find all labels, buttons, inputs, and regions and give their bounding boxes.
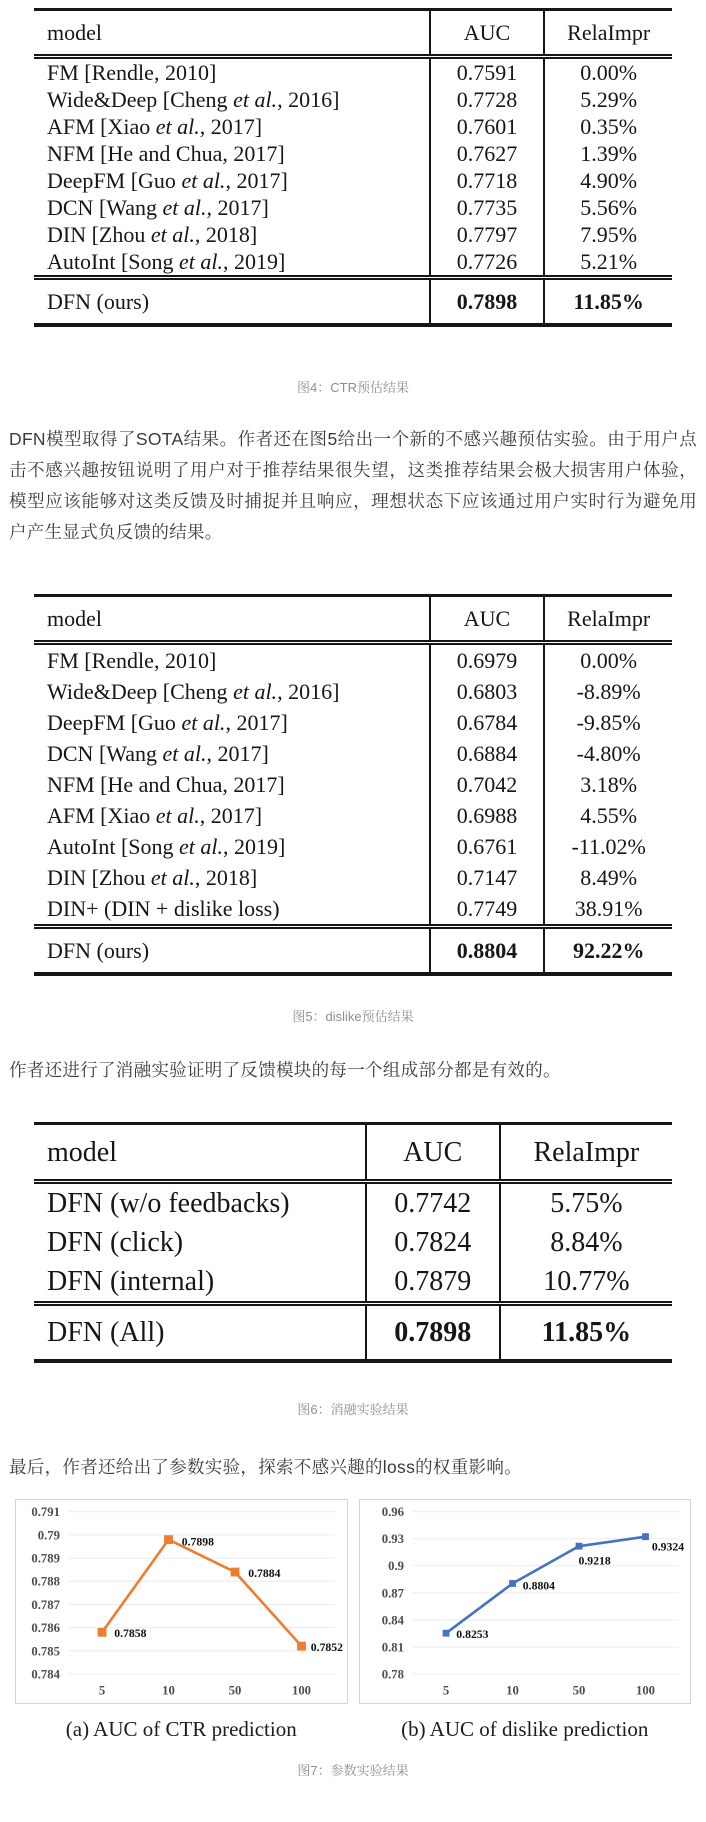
table-row [34,57,672,87]
data-marker [231,1568,240,1577]
column-header: model [34,596,430,643]
table-cell: 8.49% [544,862,672,893]
table-header-row [34,10,672,57]
figure5-caption: 图5：dislike预估结果 [292,1009,414,1024]
table-cell: -4.80% [544,738,672,769]
x-tick-label: 50 [228,1683,242,1698]
figure4-caption: 图4：CTR预估结果 [297,380,409,395]
table-row [34,738,672,769]
table-header-row [34,1124,672,1182]
column-header: model [34,10,430,57]
table-cell: 5.75% [500,1182,672,1224]
table-footer-row [34,278,672,326]
y-tick-label: 0.785 [31,1644,61,1659]
table-cell: 0.7728 [430,86,545,113]
table-cell: 0.7898 [430,278,545,326]
table-row [34,643,672,677]
table-cell: 4.90% [544,167,672,194]
y-tick-label: 0.784 [31,1667,61,1682]
table-cell: 0.6784 [430,707,545,738]
data-marker [297,1642,306,1651]
table-cell: 0.7898 [366,1304,500,1362]
table-cell: AutoInt [Song et al., 2019] [47,249,286,274]
y-tick-label: 0.791 [31,1505,61,1520]
table-cell: 0.7591 [430,57,545,87]
table-row [34,800,672,831]
table-cell: 0.6884 [430,738,545,769]
table-row [34,707,672,738]
ablation-results-section [34,1122,672,1363]
table-cell: DFN (click) [47,1227,184,1258]
column-header: RelaImpr [500,1124,672,1182]
table-cell: FM [Rendle, 2010] [47,60,217,85]
table-cell: DFN (internal) [47,1266,215,1297]
column-header: AUC [430,596,545,643]
ctr-results-table [34,8,672,327]
table-cell: 0.7601 [430,113,545,140]
table-row [34,1223,672,1262]
data-marker [509,1580,516,1587]
table-cell: 8.84% [500,1223,672,1262]
table-cell: 0.7726 [430,248,545,278]
table-cell: Wide&Deep [Cheng et al., 2016] [47,87,340,112]
dislike-results-table [34,594,672,976]
data-marker [164,1535,173,1544]
data-point-label: 0.7898 [181,1535,214,1549]
table-cell: 92.22% [544,927,672,975]
x-tick-label: 5 [98,1683,106,1698]
table-cell: -8.89% [544,676,672,707]
column-header: AUC [366,1124,500,1182]
table-cell: 0.6761 [430,831,545,862]
table-header-row [34,596,672,643]
table-cell: -11.02% [544,831,672,862]
data-marker [442,1630,449,1637]
table-cell: 0.6988 [430,800,545,831]
ctr-auc-chart-figure [15,1499,348,1742]
table-footer-row [34,927,672,975]
table-cell: 0.6979 [430,643,545,677]
table-cell: DIN+ (DIN + dislike loss) [47,896,280,921]
table-cell: 10.77% [500,1262,672,1304]
column-header: AUC [430,10,545,57]
ablation-results-table [34,1122,672,1363]
ctr-auc-chart-box [15,1499,348,1704]
table-cell: DeepFM [Guo et al., 2017] [47,710,288,735]
table-row [34,248,672,278]
table-cell: 7.95% [544,221,672,248]
table-row [34,1182,672,1224]
table-cell: 5.21% [544,248,672,278]
data-point-label: 0.8253 [455,1628,489,1642]
table-cell: AFM [Xiao et al., 2017] [47,803,263,828]
y-tick-label: 0.87 [381,1586,404,1601]
data-marker [575,1543,582,1550]
y-tick-label: 0.79 [37,1528,61,1543]
y-tick-label: 0.84 [381,1613,404,1628]
table-cell: 11.85% [544,278,672,326]
table-cell: 0.6803 [430,676,545,707]
table-row [34,676,672,707]
table-cell: -9.85% [544,707,672,738]
figure6-caption: 图6：消融实验结果 [297,1402,409,1417]
table-cell: 0.7749 [430,893,545,927]
table-cell: AFM [Xiao et al., 2017] [47,114,263,139]
x-tick-label: 10 [505,1683,519,1698]
table-cell: DFN (ours) [34,278,430,326]
table-cell: 11.85% [500,1304,672,1362]
table-cell: DCN [Wang et al., 2017] [47,195,269,220]
table-row [34,1262,672,1304]
table-cell: AutoInt [Song et al., 2019] [47,834,286,859]
dislike-auc-chart-box [359,1499,692,1704]
table-cell: 1.39% [544,140,672,167]
table-cell: 0.7797 [430,221,545,248]
table-row [34,769,672,800]
x-tick-label: 10 [162,1683,175,1698]
data-marker [98,1628,107,1637]
parameter-charts-row [15,1499,691,1742]
data-point-label: 0.9324 [651,1540,684,1554]
table-row [34,221,672,248]
table-cell: 0.00% [544,57,672,87]
x-tick-label: 5 [442,1683,449,1698]
y-tick-label: 0.9 [387,1559,404,1574]
body-paragraph-2: 作者还进行了消融实验证明了反馈模块的每一个组成部分都是有效的。 [9,1060,561,1080]
table-row [34,862,672,893]
table-cell: 0.8804 [430,927,545,975]
table-cell: 0.7718 [430,167,545,194]
dislike-results-section [34,594,672,976]
table-cell: 38.91% [544,893,672,927]
dislike-auc-chart-figure [359,1499,692,1742]
table-row [34,140,672,167]
y-tick-label: 0.786 [31,1621,61,1636]
y-tick-label: 0.81 [381,1640,404,1655]
y-tick-label: 0.96 [381,1505,404,1520]
table-row [34,86,672,113]
table-row [34,113,672,140]
dislike-auc-line-chart [360,1500,691,1703]
table-row [34,167,672,194]
y-tick-label: 0.788 [31,1574,61,1589]
table-cell: 0.7742 [366,1182,500,1224]
table-cell: DCN [Wang et al., 2017] [47,741,269,766]
data-point-label: 0.9218 [578,1554,611,1568]
table-cell: 0.7879 [366,1262,500,1304]
table-cell: 0.7627 [430,140,545,167]
table-cell: DFN (w/o feedbacks) [47,1188,290,1219]
y-tick-label: 0.78 [381,1667,404,1682]
table-cell: 5.56% [544,194,672,221]
chart-b-caption: (b) AUC of dislike prediction [401,1717,649,1742]
table-cell: DFN (ours) [34,927,430,975]
data-marker [642,1533,649,1540]
table-cell: DFN (All) [34,1304,366,1362]
table-cell: 0.7147 [430,862,545,893]
table-cell: 5.29% [544,86,672,113]
table-cell: DIN [Zhou et al., 2018] [47,865,258,890]
table-row [34,194,672,221]
data-point-label: 0.7852 [310,1641,344,1655]
column-header: model [34,1124,366,1182]
y-tick-label: 0.787 [31,1597,61,1612]
y-tick-label: 0.789 [31,1551,61,1566]
table-row [34,893,672,927]
body-paragraph-3: 最后，作者还给出了参数实验，探索不感兴趣的loss的权重影响。 [9,1457,522,1477]
data-point-label: 0.7858 [114,1627,147,1641]
table-cell: 4.55% [544,800,672,831]
table-cell: DIN [Zhou et al., 2018] [47,222,258,247]
table-cell: 0.7824 [366,1223,500,1262]
x-tick-label: 50 [572,1683,585,1698]
table-cell: 0.00% [544,643,672,677]
body-paragraph-1: DFN模型取得了SOTA结果。作者还在图5给出一个新的不感兴趣预估实验。由于用户点击不感兴趣按钮说明了用户对于推荐结果很失望，这类推荐结果会极大损害用户体验，模型应该能够对这类反馈及时捕捉并且响应，理想状态下应该通过用户实时行为避免用户产生显式负反馈的结果。 [9,429,697,542]
table-cell: 0.7735 [430,194,545,221]
data-point-label: 0.7884 [248,1566,281,1580]
column-header: RelaImpr [544,596,672,643]
ctr-auc-line-chart [16,1500,347,1703]
chart-a-caption: (a) AUC of CTR prediction [65,1717,297,1742]
table-cell: Wide&Deep [Cheng et al., 2016] [47,679,340,704]
figure7-caption: 图7：参数实验结果 [297,1763,409,1779]
table-row [34,831,672,862]
table-cell: 0.35% [544,113,672,140]
table-cell: NFM [He and Chua, 2017] [47,141,285,166]
table-footer-row [34,1304,672,1362]
data-point-label: 0.8804 [522,1579,555,1593]
table-cell: NFM [He and Chua, 2017] [47,772,285,797]
table-cell: 3.18% [544,769,672,800]
table-cell: 0.7042 [430,769,545,800]
y-tick-label: 0.93 [381,1532,404,1547]
x-tick-label: 100 [635,1683,655,1698]
column-header: RelaImpr [544,10,672,57]
ctr-results-section [34,0,672,327]
table-cell: DeepFM [Guo et al., 2017] [47,168,288,193]
x-tick-label: 100 [291,1683,312,1698]
table-cell: FM [Rendle, 2010] [47,648,217,673]
